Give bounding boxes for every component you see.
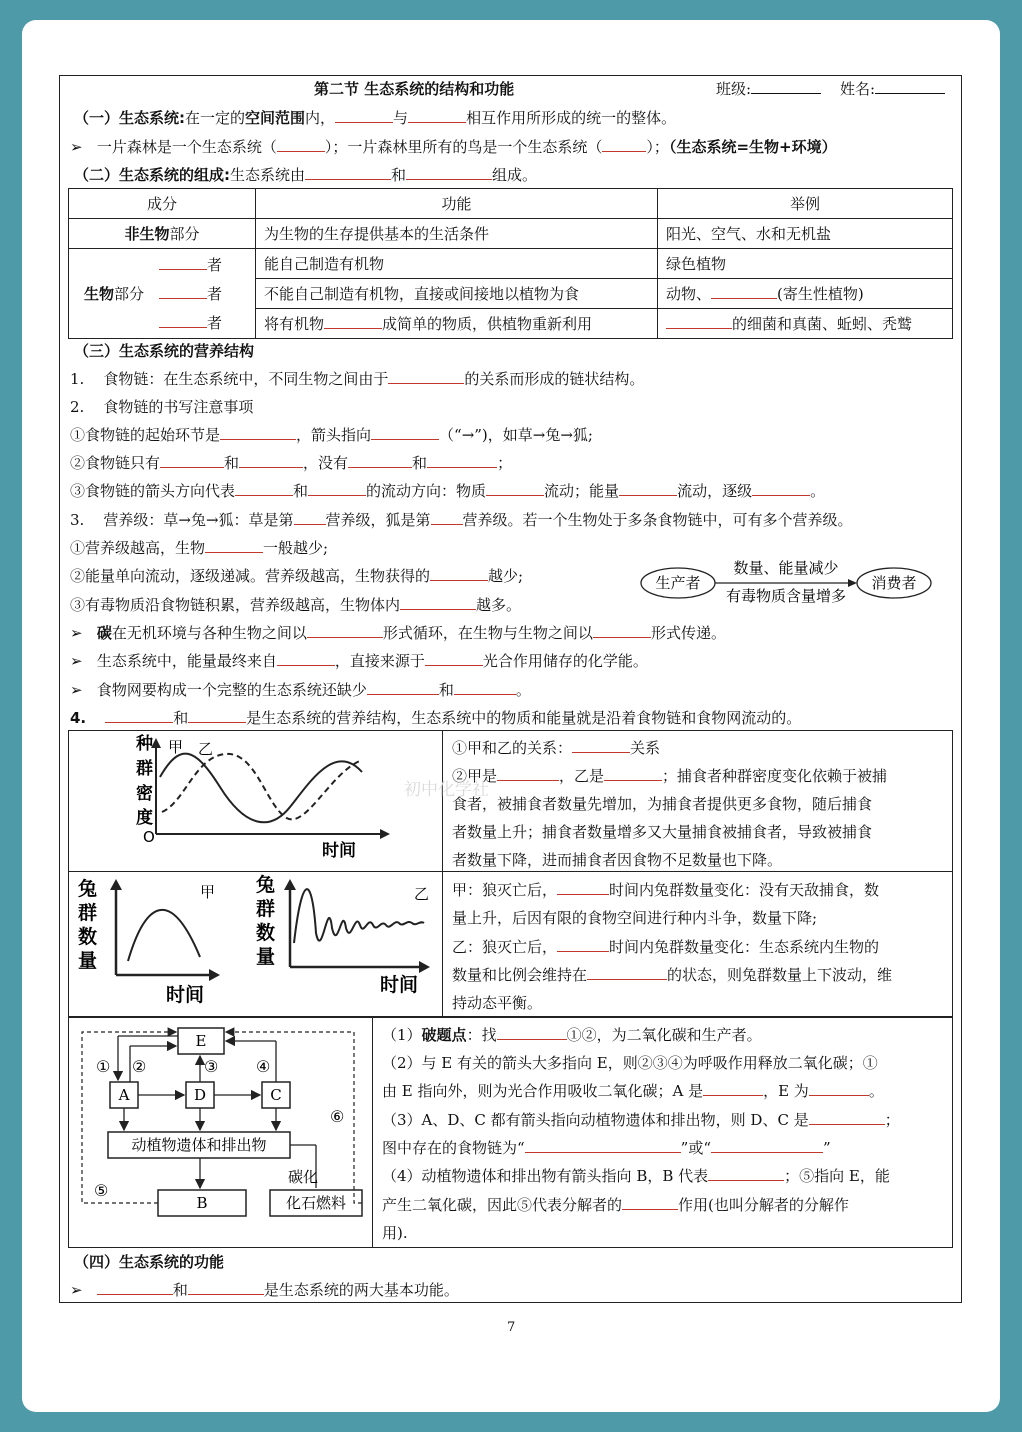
g2-text-4: 数量和比例会维持在 的状态，则兔群数量上下波动，维 — [452, 966, 893, 984]
table-header: 成分 — [69, 189, 256, 219]
x-axis-label: 时间 — [322, 841, 356, 861]
note-3: ③食物链的箭头方向代表 和 的流动方向：物质 流动；能量 流动，逐级 。 — [70, 482, 826, 500]
x-axis-label: 时间 — [166, 984, 205, 1006]
arrow-right-icon — [209, 969, 220, 981]
y-label-char: 群 — [256, 898, 276, 920]
food-chain-def: 1. 食物链：在生态系统中，不同生物之间由于 的关系而形成的链状结构。 — [70, 370, 645, 388]
function-line: ➢ 和 是生态系统的两大基本功能。 — [70, 1281, 459, 1299]
forest-line: ➢ 一片森林是一个生态系统（ ）；一片森林里所有的鸟是一个生态系统（ ）；（生态系统=生物+环境） — [70, 138, 837, 156]
trophic-3: ③有毒物质沿食物链积累，营养级越高，生物体内 越多。 — [70, 596, 522, 614]
node-fossil: 化石燃料 — [285, 1194, 347, 1212]
composition-table — [68, 188, 953, 339]
predator-prey-graph — [70, 732, 440, 870]
cycle-text-4: （3）A、D、C 都有箭头指向动植物遗体和排出物，则 D、C 是 ； — [382, 1111, 900, 1129]
series-label-yi: 乙 — [414, 885, 430, 903]
cycle-text-5: 图中存在的食物链为“ ”或“ ” — [382, 1139, 831, 1157]
note-1: ①食物链的起始环节是 ，箭头指向 （“→”)，如草→兔→狐; — [70, 426, 593, 444]
producer-label: 生产者 — [655, 574, 701, 592]
y-label-char: 种 — [136, 734, 153, 754]
node-A: A — [118, 1086, 130, 1104]
y-label-char: 兔 — [78, 878, 98, 900]
node-E: E — [195, 1032, 207, 1050]
section-2-line: （二）生态系统的组成:生态系统由 和 组成。 — [74, 166, 538, 184]
curve-yi — [294, 889, 424, 943]
node-remains: 动植物遗体和排出物 — [131, 1136, 267, 1154]
food-web-line: ➢ 食物网要构成一个完整的生态系统还缺少 和 。 — [70, 681, 531, 699]
page-title: 第二节 生态系统的结构和功能 — [314, 80, 515, 98]
label-4: ④ — [256, 1057, 271, 1076]
label-2: ② — [132, 1057, 147, 1076]
section-3-heading: （三）生态系统的营养结构 — [74, 342, 255, 360]
arrow-right-icon — [380, 829, 390, 839]
note-2: ②食物链只有 和 ，没有 和 ； — [70, 454, 513, 472]
cycle-text-1: （1）破题点：找 ①②，为二氧化碳和生产者。 — [382, 1026, 762, 1044]
table-header: 举例 — [658, 189, 953, 219]
g2-text-2: 量上升，后因有限的食物空间进行种内斗争，数量下降; — [452, 909, 818, 927]
trophic-2: ②能量单向流动，逐级递减。营养级越高，生物获得的 越少; — [70, 567, 524, 585]
food-chain-notes: 2. 食物链的书写注意事项 — [70, 398, 254, 416]
carbon-line: ➢ 碳在无机环境与各种生物之间以 形式循环，在生物与生物之间以 形式传递。 — [70, 624, 726, 642]
label-5: ⑤ — [94, 1181, 109, 1200]
origin-label: O — [143, 828, 155, 846]
label-1: ① — [96, 1057, 111, 1076]
g2-text-1: 甲：狼灭亡后， 时间内兔群数量变化：没有天敌捕食，数 — [452, 881, 880, 899]
g1-text-5: 者数量下降，进而捕食者因食物不足数量也下降。 — [452, 851, 783, 869]
cycle-text-6: （4）动植物遗体和排出物有箭头指向 B，B 代表 ；⑤指向 E，能 — [382, 1167, 890, 1185]
consumer-label: 消费者 — [871, 574, 917, 592]
label-3: ③ — [204, 1057, 219, 1076]
carbon-cycle-diagram — [72, 1020, 368, 1246]
arrow-up-icon — [110, 879, 122, 890]
y-label-char: 量 — [78, 950, 98, 972]
series-label-yi: 乙 — [198, 740, 214, 758]
table-row: 将有机物 成简单的物质，供植物重新利用 的细菌和真菌、蚯蚓、秃鹫 — [69, 309, 953, 339]
g1-text-2: ②甲是 ，乙是 ；捕食者种群密度变化依赖于被捕 — [452, 767, 888, 785]
g2-text-3: 乙：狼灭亡后， 时间内兔群数量变化：生态系统内生物的 — [452, 938, 880, 956]
structure-line: 4. 和 是生态系统的营养结构，生态系统中的物质和能量就是沿着食物链和食物网流动的。 — [70, 709, 802, 727]
node-C: C — [270, 1086, 282, 1104]
g1-text-4: 者数量上升；捕食者数量增多又大量捕食被捕食者，导致被捕食 — [452, 823, 873, 841]
producer-consumer-flow — [638, 556, 934, 612]
y-label-char: 密 — [136, 784, 153, 804]
cycle-text-8: 用). — [382, 1224, 408, 1242]
arrow-up-icon — [284, 879, 296, 890]
watermark: 初中化学社 — [404, 780, 489, 800]
arrow-right-icon — [419, 961, 430, 973]
cycle-text-2: （2）与 E 有关的箭头大多指向 E，则②③④为呼吸作用释放二氧化碳；① — [382, 1054, 878, 1072]
trophic-1: ①营养级越高，生物 一般越少; — [70, 539, 329, 557]
y-label-char: 群 — [136, 759, 153, 779]
flow-top-label: 数量、能量减少 — [733, 559, 839, 577]
y-label-char: 数 — [78, 926, 98, 948]
y-label-char: 量 — [256, 946, 276, 968]
y-label-char: 数 — [256, 922, 276, 944]
label-6: ⑥ — [330, 1107, 345, 1126]
y-label-char: 度 — [136, 808, 153, 828]
class-field: 班级: — [716, 79, 821, 99]
cycle-text-7: 产生二氧化碳，因此⑤代表分解者的 作用(也叫分解者的分解作 — [382, 1196, 849, 1214]
section-1-line: （一）生态系统:在一定的空间范围内， 与 相互作用所形成的统一的整体。 — [74, 109, 677, 127]
y-label-char: 群 — [78, 902, 98, 924]
series-label-jia: 甲 — [168, 738, 184, 756]
table-header: 功能 — [256, 189, 658, 219]
curve-jia — [160, 754, 362, 823]
series-label-jia: 甲 — [200, 883, 216, 901]
x-axis-label: 时间 — [380, 974, 419, 996]
table-header-row — [69, 189, 953, 219]
section-4-heading: （四）生态系统的功能 — [74, 1253, 225, 1271]
arrow-head-icon — [848, 579, 857, 587]
trophic-level-line: 3. 营养级：草→兔→狐：草是第 营养级，狐是第 营养级。若一个生物处于多条食物链中，可有多个营养级。 — [70, 511, 853, 529]
table-row: 不能自己制造有机物，直接或间接地以植物为食 动物、 (寄生性植物) — [69, 279, 953, 309]
node-D: D — [193, 1086, 207, 1104]
y-label-char: 兔 — [256, 874, 276, 896]
flow-bottom-label: 有毒物质含量增多 — [725, 587, 847, 605]
label-carbonization: 碳化 — [288, 1168, 319, 1186]
g2-text-5: 持动态平衡。 — [452, 994, 543, 1012]
page-number: 7 — [507, 1320, 516, 1335]
curve-jia — [128, 910, 200, 961]
g1-text-1: ①甲和乙的关系： 关系 — [452, 739, 661, 757]
table-row: 生物 部分 者 者 者 能自己制造有机物 绿色植物 — [69, 249, 953, 279]
rabbit-population-graphs — [70, 873, 440, 1015]
node-B: B — [196, 1194, 208, 1212]
table-row: 非生物部分 为生物的生存提供基本的生活条件 阳光、空气、水和无机盐 — [69, 219, 953, 249]
cycle-text-3: 由 E 指向外，则为光合作用吸收二氧化碳；A 是 ，E 为 。 — [382, 1082, 884, 1100]
name-field: 姓名: — [840, 79, 945, 99]
g1-text-3: 食者，被捕食者数量先增加，为捕食者提供更多食物，随后捕食 — [452, 795, 873, 813]
energy-line: ➢ 生态系统中，能量最终来自 ，直接来源于 光合作用储存的化学能。 — [70, 652, 648, 670]
